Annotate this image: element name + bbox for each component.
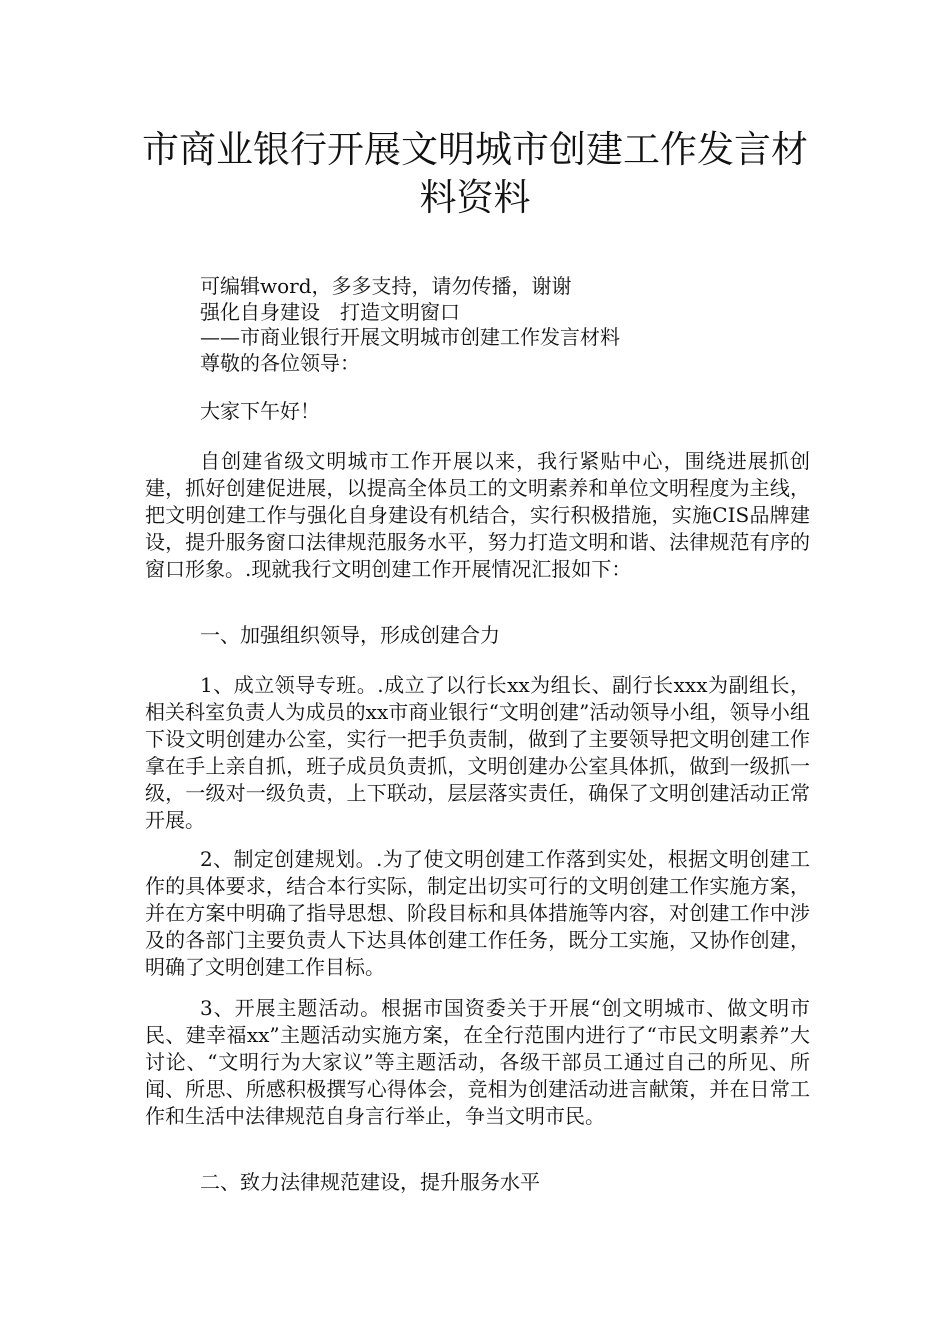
subtitle-line: 强化自身建设 打造文明窗口 [200,300,460,324]
paragraph-item-3: 3、开展主题活动。根据市国资委关于开展“创文明城市、做文明市民、建幸福xx”主题活动实施方案，在全行范围内进行了“市民文明素养”大讨论、“文明行为大家议”等主题活动，各级干部员工通过自己的所见、所闻、所思、所感积极撰写心得体会，竞相为创建活动进言献策，并在日常工作和生活中法律规范自身言行举止，争当文明市民。 [145,996,810,1128]
document-title: 市商业银行开展文明城市创建工作发言材料资料 [142,128,808,219]
section-heading-1: 一、加强组织领导，形成创建合力 [200,623,500,647]
editable-notice: 可编辑word，多多支持，请勿传播，谢谢 [200,274,572,298]
subtitle-dash-line: ——市商业银行开展文明城市创建工作发言材料 [200,325,620,349]
greeting: 大家下午好！ [200,399,320,423]
salutation: 尊敬的各位领导： [200,351,360,375]
section-heading-2: 二、致力法律规范建设，提升服务水平 [200,1170,540,1194]
paragraph-item-2: 2、制定创建规划。.为了使文明创建工作落到实处，根据文明创建工作的具体要求，结合本行实际，制定出切实可行的文明创建工作实施方案，并在方案中明确了指导思想、阶段目标和具体措施等内容，对创建工作中涉及的各部门主要负责人下达具体创建工作任务，既分工实施，又协作创建，明确了文明创建工作目标。 [145,847,810,979]
paragraph-intro: 自创建省级文明城市工作开展以来，我行紧贴中心，围绕进展抓创建，抓好创建促进展，以提高全体员工的文明素养和单位文明程度为主线，把文明创建工作与强化自身建设有机结合，实行积极措施，实施CIS品牌建设，提升服务窗口法律规范服务水平，努力打造文明和谐、法律规范有序的窗口形象。.现就我行文明创建工作开展情况汇报如下： [145,449,810,581]
paragraph-item-1: 1、成立领导专班。.成立了以行长xx为组长、副行长xxx为副组长，相关科室负责人为成员的xx市商业银行“文明创建”活动领导小组，领导小组下设文明创建办公室，实行一把手负责制，做到了主要领导把文明创建工作拿在手上亲自抓，班子成员负责抓，文明创建办公室具体抓，做到一级抓一级，一级对一级负责，上下联动，层层落实责任，确保了文明创建活动正常开展。 [145,673,810,832]
